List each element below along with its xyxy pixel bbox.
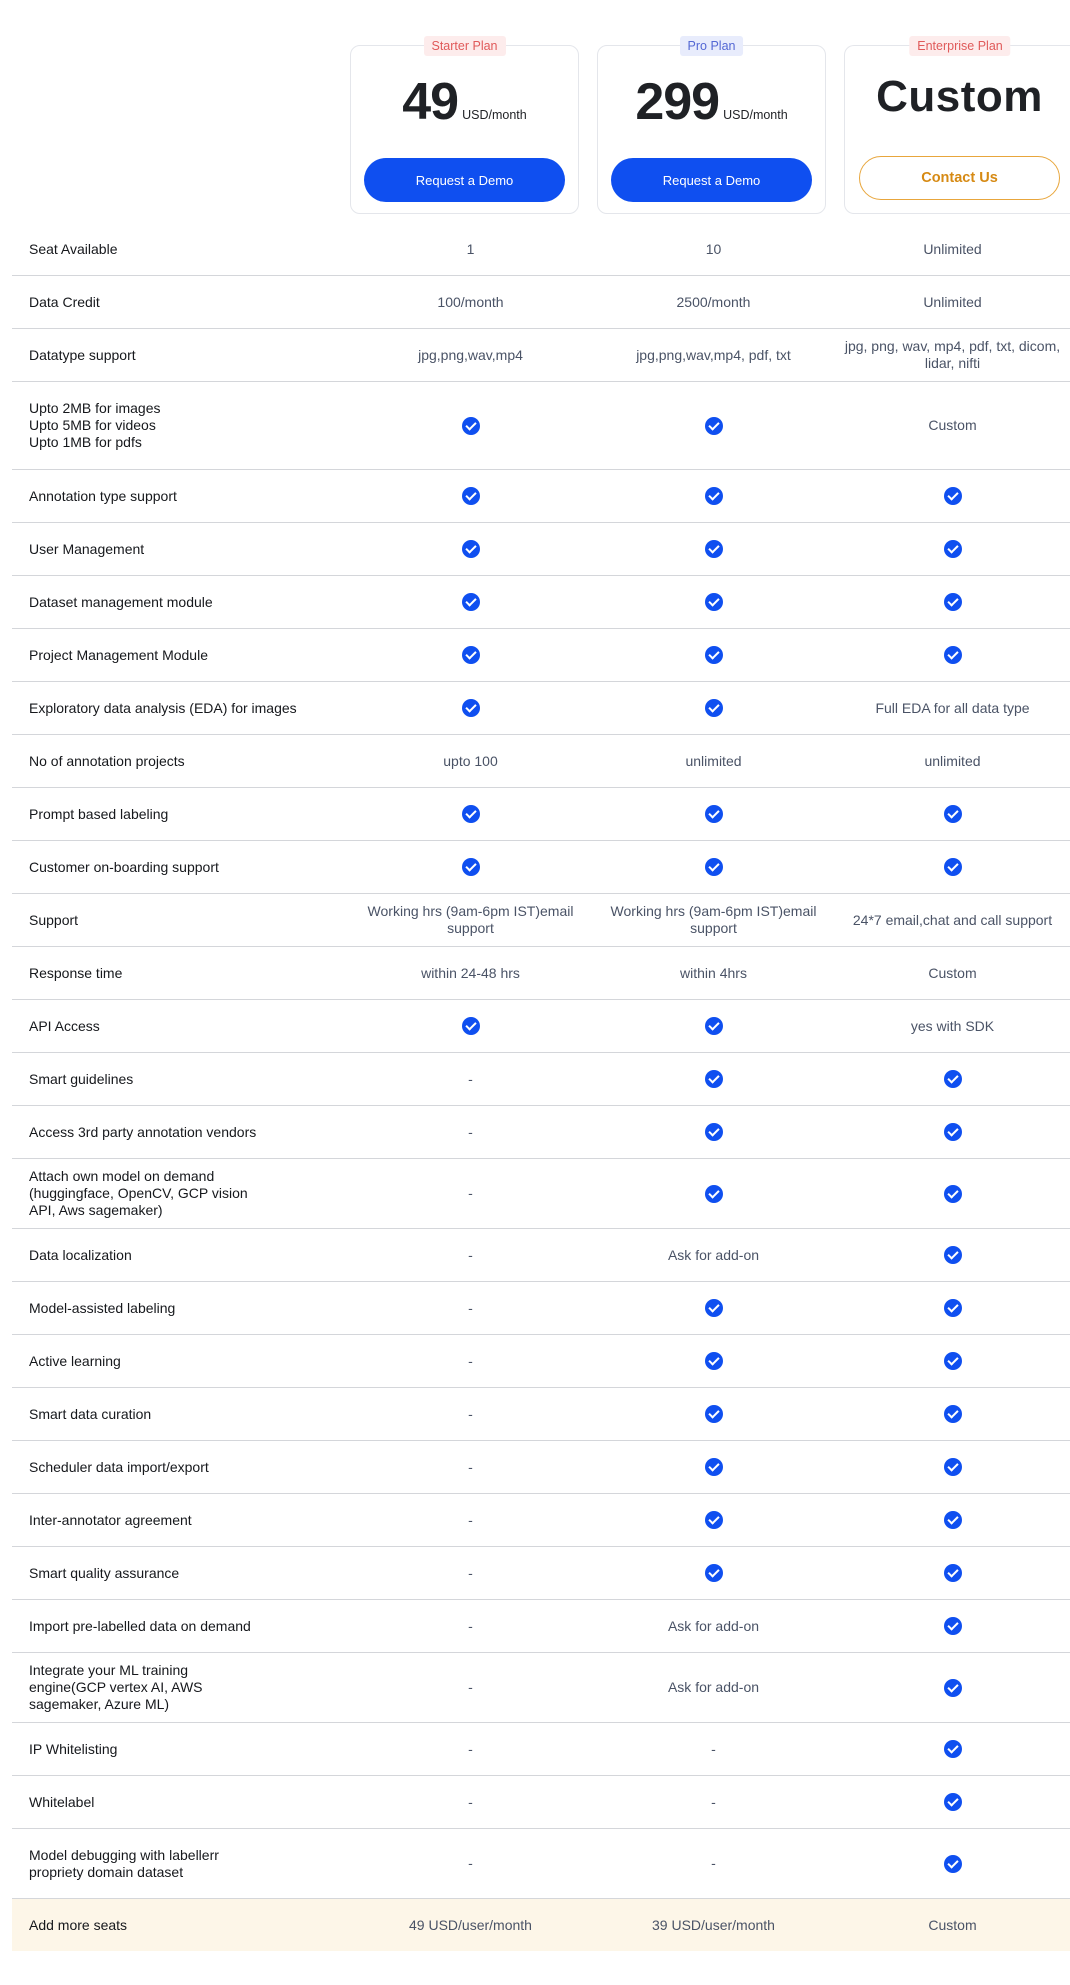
- table-cell: [592, 646, 835, 664]
- table-row: [12, 682, 1070, 735]
- table-row: [12, 894, 1070, 947]
- table-row: [12, 382, 1070, 470]
- check-circle-icon: [705, 417, 723, 435]
- table-row: [12, 735, 1070, 788]
- check-circle-icon: [944, 646, 962, 664]
- check-circle-icon: [944, 1299, 962, 1317]
- table-cell: [835, 805, 1070, 823]
- table-cell: [835, 1854, 1070, 1872]
- check-circle-icon: [462, 1017, 480, 1035]
- plan-price-starter: [351, 72, 578, 132]
- feature-label: User Management: [29, 540, 145, 557]
- feature-label: Add more seats: [29, 1916, 128, 1933]
- plan-badge-pro: Pro Plan: [680, 36, 744, 56]
- feature-label: Active learning: [29, 1352, 121, 1369]
- table-cell: [592, 1299, 835, 1317]
- table-row: [12, 1899, 1070, 1951]
- table-cell: Custom: [928, 417, 977, 433]
- check-circle-icon: [462, 858, 480, 876]
- feature-label: Smart guidelines: [29, 1070, 134, 1087]
- table-row: [12, 629, 1070, 682]
- check-circle-icon: [705, 1458, 723, 1476]
- table-cell: -: [468, 1458, 473, 1475]
- table-cell: [835, 1678, 1070, 1696]
- table-row: [12, 223, 1070, 276]
- table-row: [12, 1000, 1070, 1053]
- table-row: [12, 1600, 1070, 1653]
- check-circle-icon: [462, 805, 480, 823]
- table-cell: yes with SDK: [910, 1017, 995, 1034]
- request-demo-button-pro[interactable]: Request a Demo: [611, 158, 812, 202]
- table-cell: [592, 416, 835, 434]
- table-cell: [835, 593, 1070, 611]
- feature-label: Attach own model on demand (huggingface, OpenCV, GCP vision API, Aws sagemaker): [29, 1168, 248, 1218]
- check-circle-icon: [944, 805, 962, 823]
- table-cell: [835, 1184, 1070, 1202]
- table-cell: -: [468, 1123, 473, 1140]
- feature-label: Annotation type support: [29, 487, 177, 504]
- feature-label: API Access: [29, 1017, 100, 1034]
- check-circle-icon: [705, 540, 723, 558]
- check-circle-icon: [944, 593, 962, 611]
- feature-label: Data localization: [29, 1246, 132, 1263]
- table-row: [12, 1282, 1070, 1335]
- price-value: Custom: [876, 72, 1043, 121]
- feature-label: Response time: [29, 964, 123, 981]
- check-circle-icon: [462, 417, 480, 435]
- table-cell: [349, 487, 592, 505]
- table-cell: unlimited: [924, 752, 981, 769]
- table-cell: [835, 1123, 1070, 1141]
- table-row: [12, 1829, 1070, 1899]
- check-circle-icon: [705, 1070, 723, 1088]
- table-cell: 1: [466, 240, 475, 257]
- check-circle-icon: [944, 1246, 962, 1264]
- table-row: [12, 523, 1070, 576]
- table-row: [12, 276, 1070, 329]
- table-cell: [349, 805, 592, 823]
- feature-label: Exploratory data analysis (EDA) for images: [29, 699, 297, 716]
- table-row: [12, 1053, 1070, 1106]
- check-circle-icon: [944, 858, 962, 876]
- feature-label: Model debugging with labellerr propriety domain dataset: [29, 1846, 219, 1880]
- feature-label: Dataset management module: [29, 593, 213, 610]
- table-row: [12, 788, 1070, 841]
- table-cell: 100/month: [437, 293, 504, 310]
- table-cell: [592, 1184, 835, 1202]
- table-row: [12, 1776, 1070, 1829]
- feature-label: Access 3rd party annotation vendors: [29, 1123, 257, 1140]
- table-row: [12, 1441, 1070, 1494]
- feature-label: Integrate your ML training engine(GCP vertex AI, AWS sagemaker, Azure ML): [29, 1662, 203, 1712]
- plans-header: [0, 0, 1070, 230]
- table-cell: unlimited: [685, 752, 742, 769]
- table-cell: -: [468, 1679, 473, 1695]
- check-circle-icon: [944, 1617, 962, 1635]
- table-cell: [835, 1740, 1070, 1758]
- plan-badge-starter: Starter Plan: [423, 36, 505, 56]
- check-circle-icon: [705, 858, 723, 876]
- check-circle-icon: [944, 1185, 962, 1203]
- check-circle-icon: [705, 487, 723, 505]
- table-row: [12, 1653, 1070, 1723]
- table-cell: Unlimited: [923, 240, 982, 257]
- table-cell: Unlimited: [923, 293, 982, 310]
- feature-label: Support: [29, 911, 79, 928]
- feature-label: No of annotation projects: [29, 752, 185, 769]
- table-cell: -: [468, 1246, 473, 1263]
- table-cell: Custom: [928, 1916, 977, 1933]
- table-cell: [349, 593, 592, 611]
- table-cell: [835, 1564, 1070, 1582]
- feature-label: Upto 2MB for images Upto 5MB for videos Upto 1MB for pdfs: [29, 400, 161, 450]
- table-cell: -: [468, 1617, 473, 1634]
- table-cell: [835, 540, 1070, 558]
- feature-label: IP Whitelisting: [29, 1740, 118, 1757]
- table-cell: -: [711, 1855, 716, 1871]
- check-circle-icon: [944, 1564, 962, 1582]
- check-circle-icon: [705, 1511, 723, 1529]
- table-cell: [349, 699, 592, 717]
- check-circle-icon: [944, 1511, 962, 1529]
- table-row: [12, 1388, 1070, 1441]
- table-row: [12, 1494, 1070, 1547]
- table-cell: -: [468, 1405, 473, 1422]
- check-circle-icon: [944, 1405, 962, 1423]
- price-unit: USD/month: [723, 108, 788, 122]
- feature-label: Model-assisted labeling: [29, 1299, 176, 1316]
- check-circle-icon: [705, 1352, 723, 1370]
- check-circle-icon: [705, 646, 723, 664]
- table-cell: within 24-48 hrs: [421, 964, 520, 981]
- table-cell: -: [711, 1793, 716, 1810]
- table-cell: Working hrs (9am-6pm IST)email support: [610, 903, 817, 936]
- plan-card-pro: [597, 39, 826, 214]
- table-cell: -: [468, 1511, 473, 1528]
- table-row: [12, 1335, 1070, 1388]
- table-row: [12, 329, 1070, 382]
- table-cell: [592, 858, 835, 876]
- table-cell: [592, 540, 835, 558]
- check-circle-icon: [705, 1017, 723, 1035]
- table-cell: [349, 416, 592, 434]
- feature-label: Smart quality assurance: [29, 1564, 180, 1581]
- table-cell: 24*7 email,chat and call support: [852, 911, 1053, 928]
- check-circle-icon: [462, 699, 480, 717]
- table-cell: -: [468, 1855, 473, 1871]
- table-cell: -: [468, 1564, 473, 1581]
- check-circle-icon: [944, 1793, 962, 1811]
- check-circle-icon: [705, 1564, 723, 1582]
- table-row: [12, 1159, 1070, 1229]
- check-circle-icon: [705, 1185, 723, 1203]
- table-cell: jpg, png, wav, mp4, pdf, txt, dicom, lidar, nifti: [844, 338, 1061, 371]
- table-cell: [349, 1017, 592, 1035]
- table-cell: Ask for add-on: [667, 1679, 760, 1695]
- check-circle-icon: [705, 1299, 723, 1317]
- price-value: 299: [635, 73, 720, 131]
- table-cell: 2500/month: [676, 293, 751, 310]
- price-value: 49: [402, 73, 459, 131]
- table-cell: [592, 1017, 835, 1035]
- feature-label: Inter-annotator agreement: [29, 1511, 192, 1528]
- table-cell: [592, 805, 835, 823]
- table-cell: -: [468, 1185, 473, 1201]
- table-cell: [592, 487, 835, 505]
- table-row: [12, 947, 1070, 1000]
- table-cell: within 4hrs: [680, 964, 747, 981]
- check-circle-icon: [462, 487, 480, 505]
- table-row: [12, 470, 1070, 523]
- table-cell: jpg,png,wav,mp4: [418, 346, 523, 363]
- table-cell: -: [711, 1740, 716, 1757]
- table-cell: [835, 1299, 1070, 1317]
- table-cell: [835, 1246, 1070, 1264]
- table-cell: [835, 1070, 1070, 1088]
- check-circle-icon: [944, 540, 962, 558]
- table-cell: upto 100: [443, 752, 498, 769]
- table-cell: [835, 487, 1070, 505]
- plan-price-enterprise: [845, 72, 1070, 122]
- table-cell: -: [468, 1352, 473, 1369]
- plan-badge-enterprise: Enterprise Plan: [909, 36, 1010, 56]
- table-cell: [592, 1405, 835, 1423]
- plan-price-pro: [598, 72, 825, 132]
- check-circle-icon: [705, 699, 723, 717]
- check-circle-icon: [944, 1740, 962, 1758]
- table-cell: [349, 540, 592, 558]
- check-circle-icon: [462, 646, 480, 664]
- feature-label: Whitelabel: [29, 1793, 95, 1810]
- feature-label: Seat Available: [29, 240, 118, 257]
- check-circle-icon: [705, 805, 723, 823]
- table-cell: Full EDA for all data type: [875, 699, 1030, 716]
- table-cell: [835, 1793, 1070, 1811]
- feature-label: Scheduler data import/export: [29, 1458, 209, 1475]
- table-cell: [592, 1352, 835, 1370]
- table-cell: [592, 699, 835, 717]
- table-cell: [835, 646, 1070, 664]
- table-cell: [592, 1458, 835, 1476]
- check-circle-icon: [944, 1352, 962, 1370]
- table-cell: [349, 646, 592, 664]
- table-cell: [835, 1617, 1070, 1635]
- check-circle-icon: [705, 1123, 723, 1141]
- table-cell: Ask for add-on: [667, 1617, 760, 1634]
- check-circle-icon: [944, 1679, 962, 1697]
- table-row: [12, 1723, 1070, 1776]
- table-cell: [349, 858, 592, 876]
- check-circle-icon: [944, 487, 962, 505]
- check-circle-icon: [944, 1123, 962, 1141]
- table-cell: jpg,png,wav,mp4, pdf, txt: [636, 346, 791, 363]
- table-cell: [835, 1405, 1070, 1423]
- table-cell: [835, 1511, 1070, 1529]
- table-cell: -: [468, 1299, 473, 1316]
- table-row: [12, 841, 1070, 894]
- feature-label: Project Management Module: [29, 646, 208, 663]
- check-circle-icon: [705, 1405, 723, 1423]
- table-cell: [592, 1564, 835, 1582]
- table-cell: Working hrs (9am-6pm IST)email support: [367, 903, 574, 936]
- table-row: [12, 1106, 1070, 1159]
- check-circle-icon: [462, 593, 480, 611]
- table-cell: Ask for add-on: [667, 1246, 760, 1263]
- table-cell: [835, 858, 1070, 876]
- price-unit: USD/month: [462, 108, 527, 122]
- table-cell: -: [468, 1070, 473, 1087]
- table-cell: -: [468, 1740, 473, 1757]
- table-cell: [592, 593, 835, 611]
- request-demo-button-starter[interactable]: Request a Demo: [364, 158, 565, 202]
- table-cell: [592, 1070, 835, 1088]
- table-cell: 49 USD/user/month: [409, 1916, 532, 1933]
- feature-label: Prompt based labeling: [29, 805, 169, 822]
- table-cell: 39 USD/user/month: [652, 1916, 775, 1933]
- table-cell: [835, 1352, 1070, 1370]
- feature-label: Data Credit: [29, 293, 100, 310]
- check-circle-icon: [462, 540, 480, 558]
- plan-card-starter: [350, 39, 579, 214]
- feature-label: Smart data curation: [29, 1405, 152, 1422]
- plan-card-enterprise: [844, 39, 1070, 214]
- table-row: [12, 1547, 1070, 1600]
- feature-label: Customer on-boarding support: [29, 858, 219, 875]
- check-circle-icon: [705, 593, 723, 611]
- check-circle-icon: [944, 1458, 962, 1476]
- contact-us-button[interactable]: Contact Us: [859, 156, 1060, 200]
- table-cell: Custom: [928, 964, 977, 981]
- table-row: [12, 1229, 1070, 1282]
- table-cell: 10: [705, 240, 722, 257]
- check-circle-icon: [944, 1070, 962, 1088]
- feature-comparison-table: [12, 223, 1070, 1951]
- table-cell: [592, 1123, 835, 1141]
- feature-label: Import pre-labelled data on demand: [29, 1617, 251, 1634]
- table-cell: -: [468, 1793, 473, 1810]
- check-circle-icon: [944, 1855, 962, 1873]
- table-cell: [835, 1458, 1070, 1476]
- table-cell: [592, 1511, 835, 1529]
- table-row: [12, 576, 1070, 629]
- feature-label: Datatype support: [29, 346, 136, 363]
